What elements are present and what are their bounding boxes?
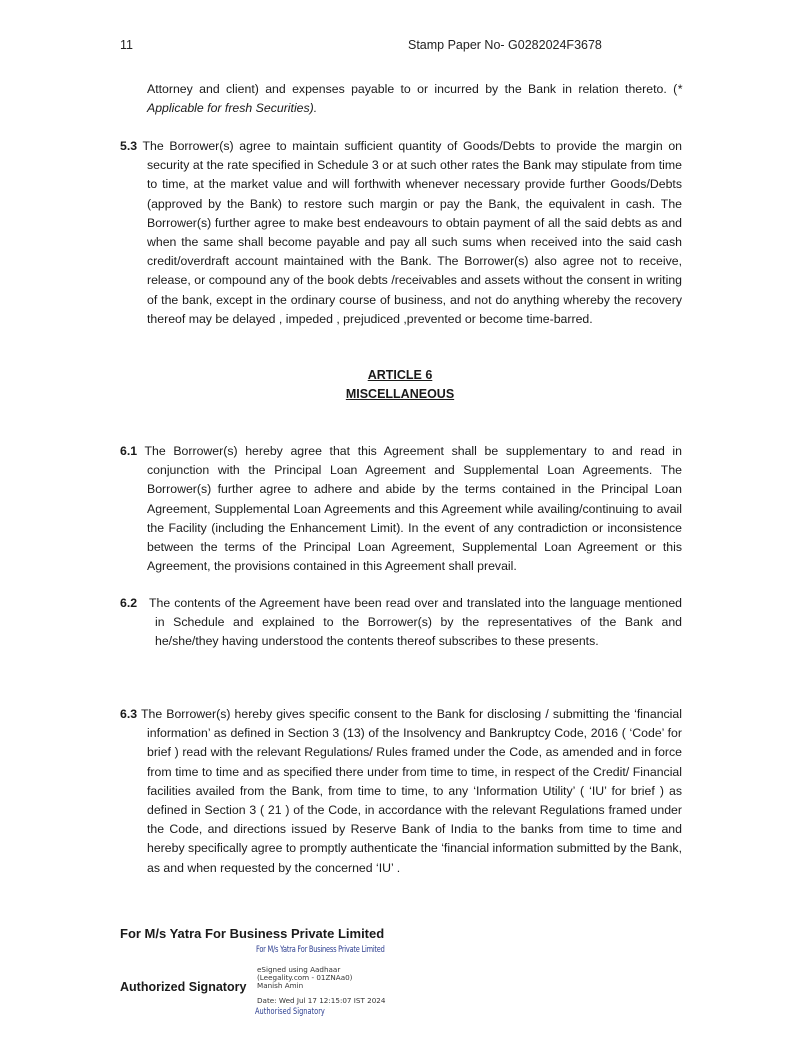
article-subtitle: MISCELLANEOUS (345, 387, 455, 401)
esign-details (257, 966, 352, 990)
clause-number: 6.1 (120, 444, 138, 458)
esign-signer-name: Manish Amin (257, 981, 304, 990)
clause-text: The Borrower(s) hereby agree that this Agreement shall be supplementary to and read in conjunction with the Principal Loan Agreement and Supplemental Loan Agreements. The Borrower(s) further agree to adhere and abide by the terms contained in the Principal Loan Agreement, Supplemental Loan Agreements and this Agreement while availing/continuing to avail the Facility (including the Enhancement Limit). In the event of any contradiction or inconsistence between the terms of the Principal Loan Agreement, Supplemental Loan Agreement or this Agreement, the provisions contained in this Agreement shall prevail. (144, 444, 682, 574)
authorized-signatory-label: Authorized Signatory (120, 980, 247, 994)
clause-6-1 (120, 442, 682, 576)
clause-text: The Borrower(s) agree to maintain sufficient quantity of Goods/Debts to provide the margin on security at the rate specified in Schedule 3 or at such other rates the Bank may stipulate from time to time, at the market value and will forthwith whenever necessary provide further Goods/Debts (approved by the Bank) to restore such margin or pay the Bank, the equivalent in cash. The Borrower(s) further agree to make best endeavours to obtain payment of all the said debts as and when the same shall become payable and pay all such sums when received into the said cash credit/overdraft account maintained with the Bank. The Borrower(s) also agree not to receive, release, or compound any of the book debts /receivables and assets without the consent in writing of the bank, except in the ordinary course of business, and not do anything whereby the recovery thereof may be delayed , impeded , prejudiced ,prevented or become time-barred. (142, 139, 682, 326)
esign-date: Date: Wed Jul 17 12:15:07 IST 2024 (257, 996, 386, 1005)
clause-number: 6.2 (120, 596, 138, 610)
esign-method: eSigned using Aadhaar (257, 965, 341, 974)
page-number: 11 (120, 38, 133, 52)
clause-6-3 (120, 705, 682, 878)
esign-reference: (Leegality.com - 01ZNAa0) (257, 973, 353, 982)
intro-italic-note: * Applicable for fresh Securities). (147, 82, 682, 116)
article-title: ARTICLE 6 (367, 368, 433, 382)
intro-text: Attorney and client) and expenses payable to or incurred by the Bank in relation thereto. ( (147, 82, 678, 96)
esign-authorised-stamp: Authorised Signatory (255, 1007, 325, 1017)
clause-text: The Borrower(s) hereby gives specific consent to the Bank for disclosing / submitting the ‘financial information’ as defined in Section 3 (13) of the Insolvency and Bankruptcy Code, 2016 ( ‘Code’ for brief ) read with the relevant Regulations/ Rules framed under the Code, as amended and in force from time to time and as specified there under from time to time, in respect of the Credit/ Financial facilities availed from the Bank, from time to time, to any ‘Information Utility’ ( ‘IU’ for brief ) as defined in Section 3 ( 21 ) of the Code, in accordance with the relevant Regulations framed under the Code, and directions issued by Reserve Bank of India to the banks from time to time and hereby specifically agree to promptly authenticate the ‘financial information submitted by the Bank, as and when requested by the concerned ‘IU’ . (140, 707, 682, 875)
clause-number: 5.3 (120, 139, 138, 153)
signatory-company: For M/s Yatra For Business Private Limited (120, 926, 385, 941)
clause-5-3 (120, 137, 682, 329)
intro-paragraph (147, 80, 682, 118)
clause-6-2 (120, 594, 682, 652)
clause-text: The contents of the Agreement have been read over and translated into the language mentioned in Schedule and explained to the Borrower(s) by the representatives of the Bank and he/she/they having understood the contents thereof subscribes to these presents. (149, 596, 682, 649)
stamp-paper-number: Stamp Paper No- G0282024F3678 (408, 38, 602, 52)
clause-number: 6.3 (120, 707, 138, 721)
esign-company-stamp: For M/s Yatra For Business Private Limited (256, 945, 385, 955)
